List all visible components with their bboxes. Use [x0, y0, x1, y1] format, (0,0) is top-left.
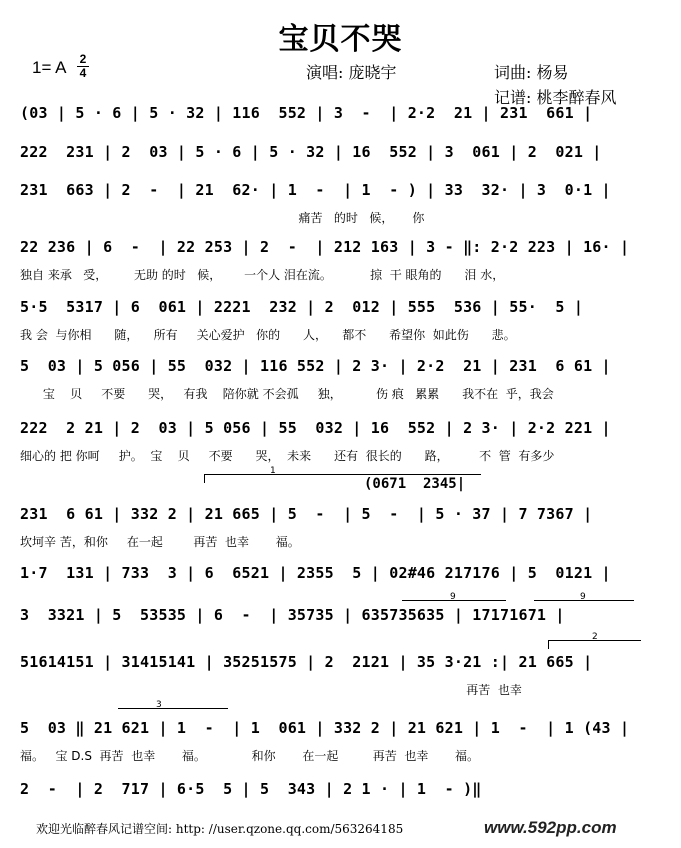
meter-bottom: 4	[79, 66, 87, 80]
lyrics-line: 坎坷辛 苦，和你 在一起 再苦 也幸 福。	[20, 535, 300, 549]
lyrics-line: 痛苦 的时 候， 你	[20, 211, 425, 225]
key-signature: 1= A	[32, 58, 67, 77]
notation-line: 5·5 5317 | 6 061 | 2221 232 | 2 012 | 555 536 | 55· 5 |	[20, 298, 584, 316]
notation-line: 231 663 | 2 - | 21 62· | 1 - | 1 - ) | 33 32· | 3 0·1 |	[20, 181, 611, 199]
bracket-notes: (0671 2345|	[364, 476, 466, 492]
composer-credit: 词曲: 杨易	[494, 63, 569, 82]
footer-left-text: 欢迎光临醉春风记谱空间: http: //user.qzone.qq.com/563264185	[36, 822, 404, 836]
notation-line: 22 236 | 6 - | 22 253 | 2 - | 212 163 | 3 - ‖: 2·2 223 | 16· |	[20, 238, 630, 256]
tuplet-number-a: 9	[450, 592, 456, 602]
notation-line: 3 3321 | 5 53535 | 6 - | 35735 | 635735635 | 17171671 |	[20, 606, 565, 624]
notation-line: 1·7 131 | 733 3 | 6 6521 | 2355 5 | 02#46 217176 | 5 0121 |	[20, 564, 611, 582]
time-signature	[76, 53, 90, 80]
song-title: 宝贝不哭	[278, 22, 403, 57]
lyrics-line: 独自 来承 受， 无助 的时 候， 一个人 泪在流。 掠 干 眼角的 泪 水，	[20, 268, 505, 282]
lyrics-line: 我 会 与你相 随， 所有 关心爱护 你的 人， 都不 希望你 如此伤 悲。	[20, 328, 516, 342]
notation-line: 231 6 61 | 332 2 | 21 665 | 5 - | 5 - | 5 · 37 | 7 7367 |	[20, 505, 593, 523]
triplet-line	[118, 708, 228, 709]
lyrics-line: 福。 宝 D.S 再苦 也幸 福。 和你 在一起 再苦 也幸 福。	[20, 749, 480, 763]
notation-line: 222 2 21 | 2 03 | 5 056 | 55 032 | 16 552 | 2 3· | 2·2 221 |	[20, 419, 611, 437]
triplet-number: 3	[156, 700, 162, 710]
volta-2-number: 2	[592, 632, 598, 642]
footer-site-logo: www.592pp.com	[484, 818, 617, 837]
notation-line: (03 | 5 · 6 | 5 · 32 | 116 552 | 3 - | 2·2 21 | 231 661 |	[20, 104, 593, 122]
notation-line: 51614151 | 31415141 | 35251575 | 2 2121 | 35 3·21 :| 21 665 |	[20, 653, 593, 671]
lyrics-line: 宝 贝 不要 哭， 有我 陪你就 不会孤 独， 伤 痕 累累 我不在 乎，我会	[20, 387, 554, 401]
volta-1-number: 1	[270, 466, 276, 476]
meter-top: 2	[79, 52, 87, 66]
transcriber-credit: 记谱: 桃李醉春风	[494, 88, 617, 107]
lyrics-line: 细心的 把 你呵 护。 宝 贝 不要 哭， 未来 还有 很长的 路， 不 管 有多少	[20, 449, 555, 463]
notation-line: 222 231 | 2 03 | 5 · 6 | 5 · 32 | 16 552 | 3 061 | 2 021 |	[20, 143, 602, 161]
lyrics-line: 再苦 也幸	[20, 683, 522, 697]
notation-line: 5 03 | 5 056 | 55 032 | 116 552 | 2 3· | 2·2 21 | 231 6 61 |	[20, 357, 611, 375]
singer-credit: 演唱: 庞晓宇	[306, 63, 397, 82]
tuplet-number-b: 9	[580, 592, 586, 602]
notation-line: 2 - | 2 717 | 6·5 5 | 5 343 | 2 1 · | 1 - )‖	[20, 780, 482, 798]
notation-line: 5 03 ‖ 21 621 | 1 - | 1 061 | 332 2 | 21 621 | 1 - | 1 (43 |	[20, 719, 630, 737]
